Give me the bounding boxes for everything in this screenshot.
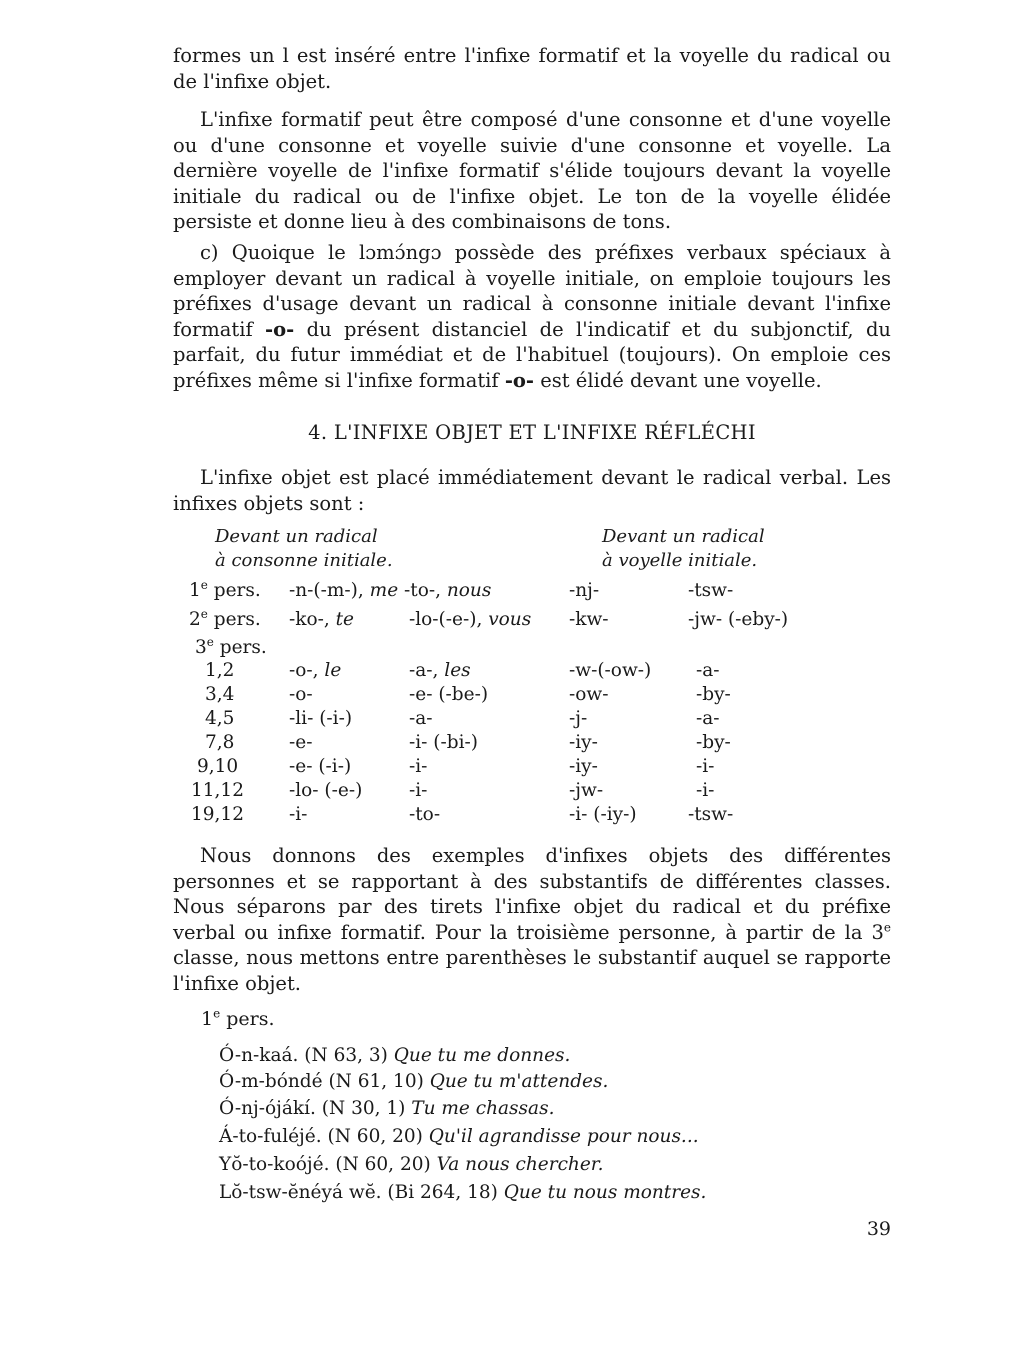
- table-cell-consonne-2: -i-: [409, 756, 428, 777]
- table-cell-consonne-1: -lo- (-e-): [289, 780, 363, 801]
- table-cell-consonne-1: -n-(-m-), me -to-, nous: [289, 580, 492, 601]
- table-cell-consonne-2: -to-: [409, 804, 441, 825]
- paragraph-infixe-objet: L'infixe objet est placé immédiatement devant le radical verbal. Les infixes objets sont :: [173, 466, 891, 515]
- table-cell-voyelle-2: -a-: [696, 708, 720, 729]
- table-col-head-consonne: [215, 525, 393, 573]
- table-row-label: 11,12: [191, 780, 244, 801]
- table-row-label: 19,12: [191, 804, 244, 825]
- table-cell-voyelle-1: -iy-: [569, 732, 598, 753]
- table-row-label: 9,10: [197, 756, 239, 777]
- page-number: 39: [866, 1218, 891, 1240]
- example-item: Á-to-fuléjé. (N 60, 20) Qu'il agrandisse pour nous...: [219, 1126, 699, 1147]
- table-cell-consonne-1: -o-, le: [289, 660, 342, 681]
- table-cell-consonne-2: -a-, les: [409, 660, 471, 681]
- table-cell-voyelle-2: -a-: [696, 660, 720, 681]
- example-item: Yŏ-to-koójé. (N 60, 20) Va nous chercher.: [219, 1154, 604, 1175]
- table-row-label: 4,5: [205, 708, 235, 729]
- paragraph-prefixes-text-a: c) Quoique le lɔmɔ́ngɔ possède des préfixes verbaux spéciaux à employer devant un radical à voyelle initiale, on emploie toujours les préfixes d'usage devant un radical à consonne initiale devant l'infixe formatif: [173, 241, 891, 341]
- table-cell-voyelle-2: -i-: [696, 780, 715, 801]
- col-head-line: à voyelle initiale.: [602, 550, 758, 571]
- table-row-label: 7,8: [205, 732, 235, 753]
- table-cell-consonne-1: -o-: [289, 684, 313, 705]
- table-cell-voyelle-1: -iy-: [569, 756, 598, 777]
- table-cell-voyelle-2: -tsw-: [688, 580, 734, 601]
- table-row-label: 3e pers.: [195, 634, 267, 658]
- table-cell-voyelle-2: -by-: [696, 684, 731, 705]
- table-cell-consonne-1: -e-: [289, 732, 313, 753]
- table-cell-voyelle-2: -i-: [696, 756, 715, 777]
- table-cell-consonne-2: -lo-(-e-), vous: [409, 609, 532, 630]
- paragraph-prefixes-text-c: est élidé devant une voyelle.: [534, 368, 822, 392]
- example-item: Ó-m-bóndé (N 61, 10) Que tu m'attendes.: [219, 1071, 609, 1092]
- example-item: Ó-n-kaá. (N 63, 3) Que tu me donnes.: [219, 1045, 571, 1066]
- infix-o-marker: -o-: [504, 368, 535, 392]
- paragraph-infixe-formatif: L'infixe formatif peut être composé d'une consonne et d'une voyelle ou d'une consonne et voyelle suivie d'une consonne et voyelle. La dernière voyelle de l'infixe formatif s'élide toujours devant la voyelle initiale du radical ou de l'infixe objet. Le ton de la voyelle élidée persiste et donne lieu à des combinaisons de tons.: [173, 108, 891, 234]
- table-cell-voyelle-1: -ow-: [569, 684, 609, 705]
- table-cell-voyelle-1: -j-: [569, 708, 588, 729]
- table-cell-voyelle-2: -jw- (-eby-): [688, 609, 789, 630]
- table-cell-voyelle-1: -kw-: [569, 609, 609, 630]
- col-head-line: Devant un radical: [215, 526, 378, 547]
- infix-o-marker: -o-: [265, 317, 295, 341]
- table-cell-consonne-2: -e- (-be-): [409, 684, 489, 705]
- table-col-head-voyelle: [602, 525, 765, 573]
- col-head-line: à consonne initiale.: [215, 550, 393, 571]
- table-cell-consonne-1: -e- (-i-): [289, 756, 352, 777]
- table-row-label: 3,4: [205, 684, 235, 705]
- table-cell-consonne-2: -a-: [409, 708, 433, 729]
- table-cell-consonne-2: -i-: [409, 780, 428, 801]
- table-cell-voyelle-2: -tsw-: [688, 804, 734, 825]
- table-cell-consonne-1: -li- (-i-): [289, 708, 353, 729]
- examples-heading: 1e pers.: [201, 1006, 275, 1030]
- table-row-label: 1,2: [205, 660, 235, 681]
- paragraph-exemples: [173, 843, 891, 997]
- paragraph-exemples-text-b: classe, nous mettons entre parenthèses le substantif auquel se rapporte l'infixe objet.: [173, 946, 891, 995]
- table-cell-voyelle-2: -by-: [696, 732, 731, 753]
- table-cell-voyelle-1: -nj-: [569, 580, 600, 601]
- section-heading: 4. L'INFIXE OBJET ET L'INFIXE RÉFLÉCHI: [308, 421, 756, 444]
- example-item: Ó-nj-ójákí. (N 30, 1) Tu me chassas.: [219, 1098, 555, 1119]
- paragraph-exemples-text-a: Nous donnons des exemples d'infixes objets des différentes personnes et se rapportant à des substantifs de différentes classes. Nous séparons par des tirets l'infixe objet du radical et du préfixe verbal ou infixe formatif. Pour la troisième personne, à partir de la 3: [173, 844, 891, 944]
- paragraph-prefixes-text-b: du présent distanciel de l'indicatif et du subjonctif, du parfait, du futur immédiat et de l'habituel (toujours). On emploie ces préfixes même si l'infixe formatif: [173, 317, 891, 392]
- col-head-line: Devant un radical: [602, 526, 765, 547]
- table-cell-consonne-2: -i- (-bi-): [409, 732, 478, 753]
- table-cell-consonne-1: -ko-, te: [289, 609, 354, 630]
- superscript: e: [883, 920, 891, 935]
- table-cell-voyelle-1: -jw-: [569, 780, 604, 801]
- table-row-label: 1e pers.: [189, 577, 261, 601]
- table-cell-consonne-1: -i-: [289, 804, 308, 825]
- table-row-label: 2e pers.: [189, 606, 261, 630]
- paragraph-continuation: formes un l est inséré entre l'infixe formatif et la voyelle du radical ou de l'infixe objet.: [173, 44, 891, 93]
- example-item: Lŏ-tsw-ĕnéyá wĕ. (Bi 264, 18) Que tu nous montres.: [219, 1182, 707, 1203]
- table-cell-voyelle-1: -i- (-iy-): [569, 804, 637, 825]
- paragraph-prefixes: [173, 240, 891, 394]
- table-cell-voyelle-1: -w-(-ow-): [569, 660, 652, 681]
